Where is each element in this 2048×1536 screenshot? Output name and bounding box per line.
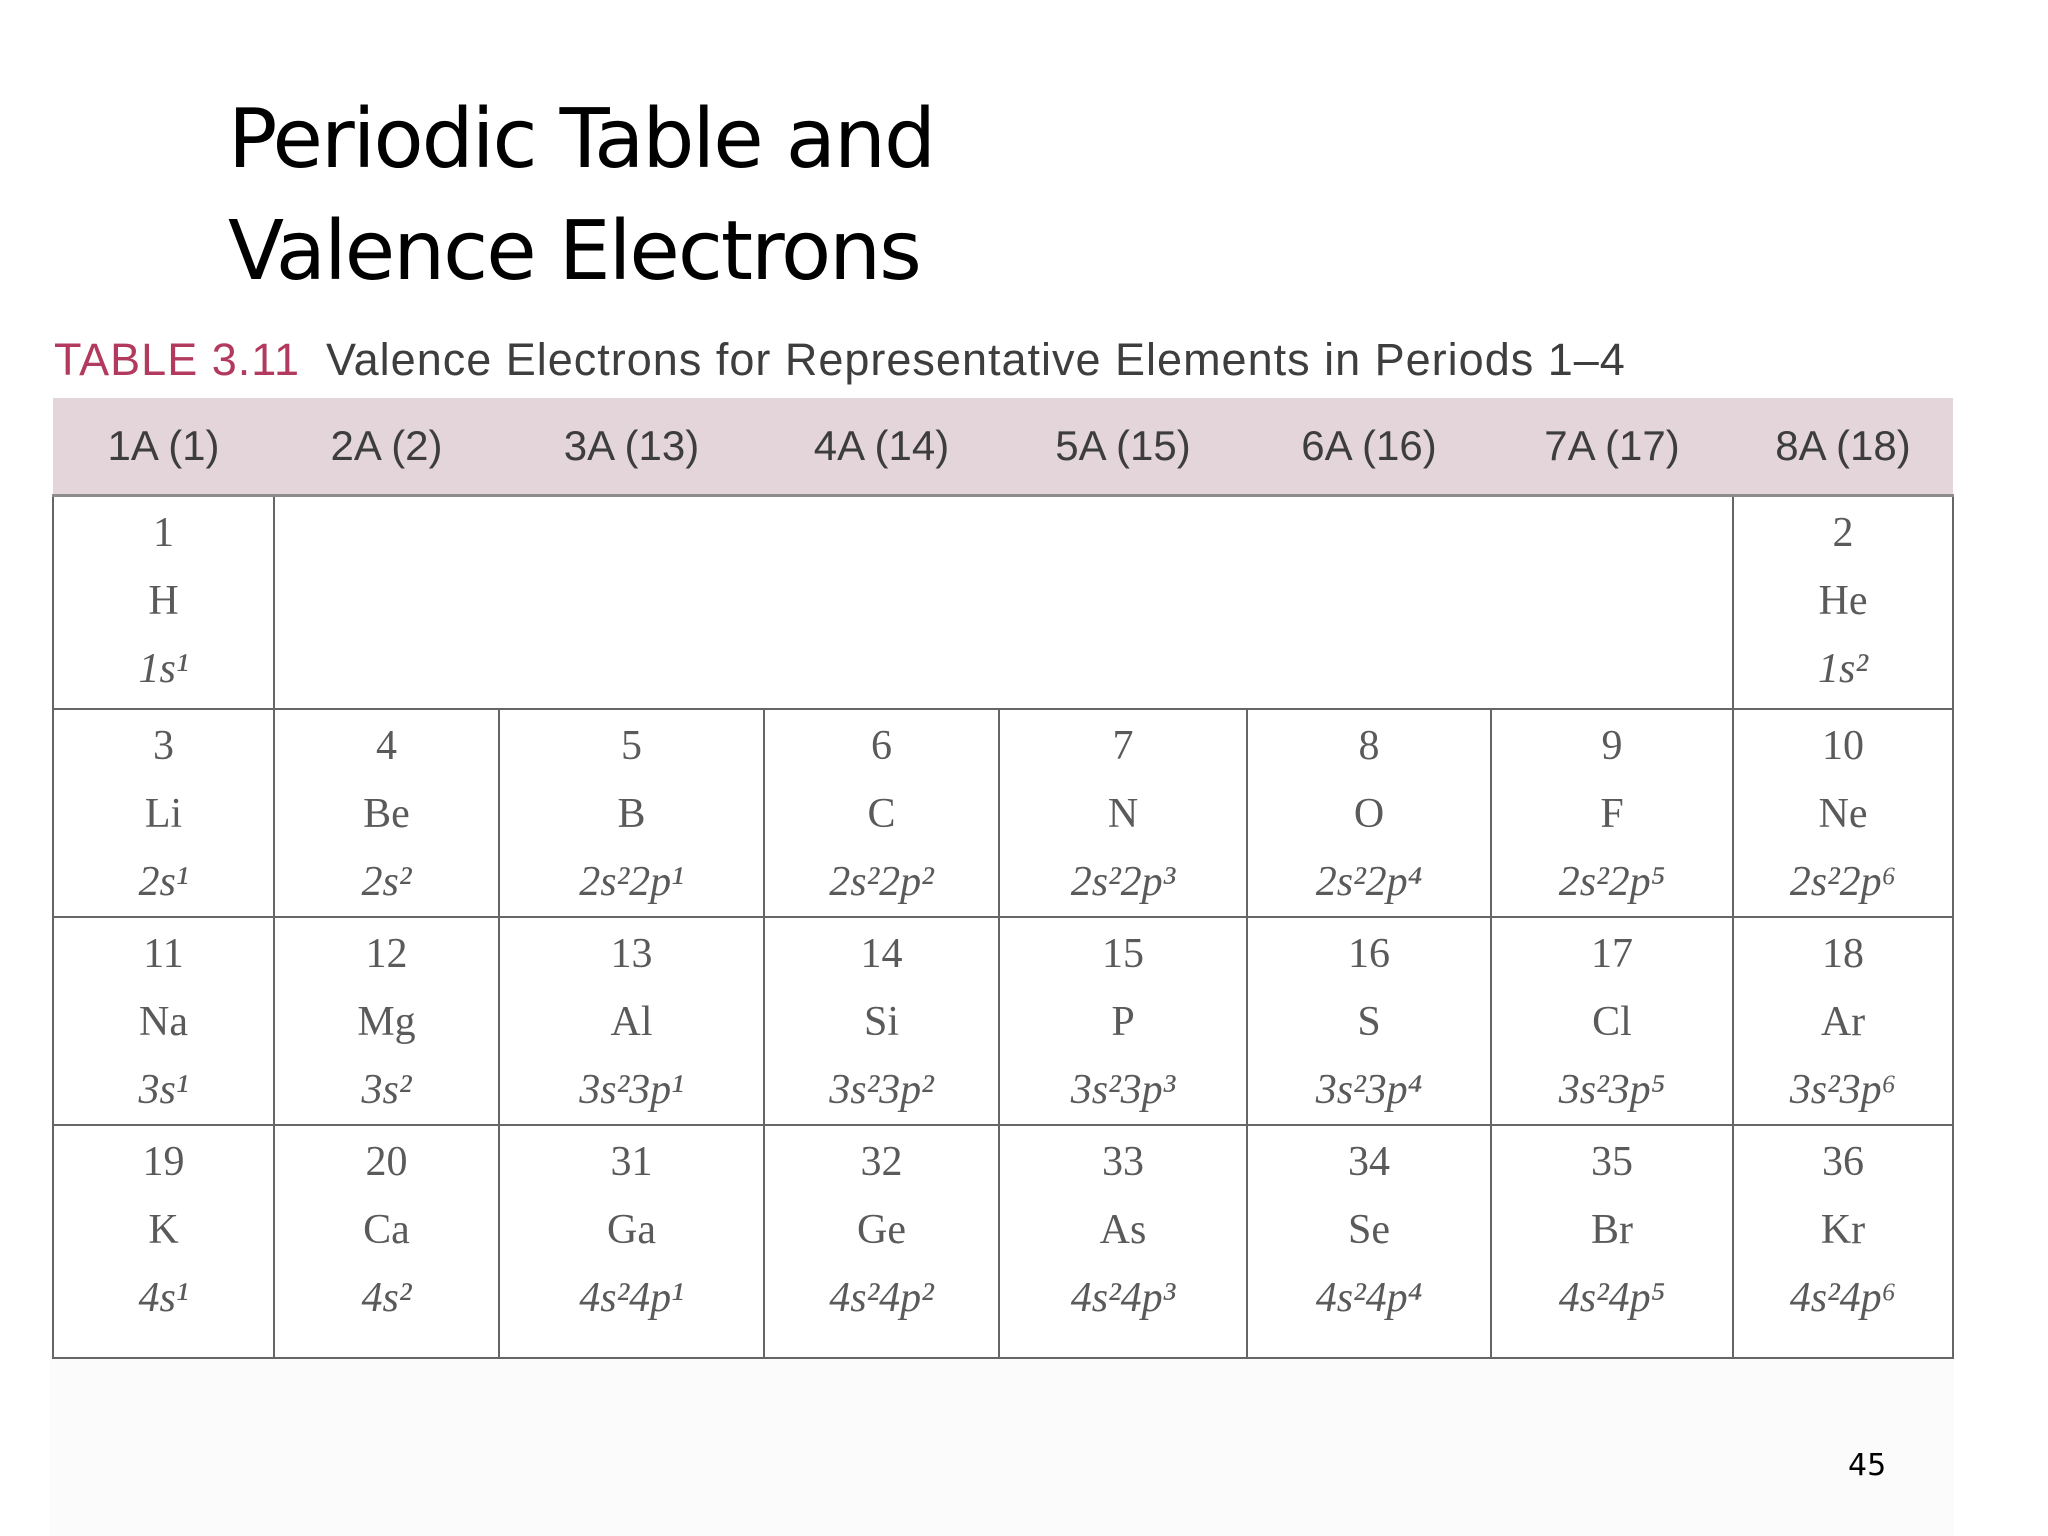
element-symbol: Ca <box>363 1207 410 1253</box>
table-row-period-4 <box>53 1125 1953 1358</box>
group-header: 4A (14) <box>764 398 999 496</box>
atomic-number: 8 <box>1358 723 1380 769</box>
element-symbol: Mg <box>357 999 416 1045</box>
element-symbol: C <box>867 791 896 837</box>
electron-configuration: 1s² <box>1818 646 1868 692</box>
atomic-number: 5 <box>621 723 642 769</box>
table-row-period-3 <box>53 917 1953 1125</box>
element-cell <box>1247 709 1491 917</box>
electron-configuration: 1s¹ <box>138 646 189 692</box>
element-symbol: Cl <box>1592 999 1632 1045</box>
atomic-number: 3 <box>153 723 174 769</box>
element-symbol: F <box>1600 791 1624 837</box>
electron-configuration: 2s² <box>361 859 412 905</box>
slide-title-line-1: Periodic Table and <box>228 92 935 187</box>
atomic-number: 16 <box>1348 931 1390 977</box>
group-header: 1A (1) <box>53 398 274 496</box>
atomic-number: 7 <box>1112 723 1134 769</box>
element-symbol: Ga <box>607 1207 656 1253</box>
element-cell <box>999 917 1247 1125</box>
electron-configuration: 3s²3p⁶ <box>1789 1067 1897 1113</box>
element-cell <box>1247 917 1491 1125</box>
electron-configuration: 4s¹ <box>138 1275 189 1321</box>
electron-configuration: 3s² <box>361 1067 412 1113</box>
element-cell <box>53 1125 274 1358</box>
electron-configuration: 4s²4p³ <box>1070 1275 1176 1321</box>
element-cell <box>999 1125 1247 1358</box>
element-cell <box>499 709 764 917</box>
atomic-number: 11 <box>143 931 184 977</box>
atomic-number: 12 <box>365 931 408 977</box>
element-symbol: P <box>1111 999 1135 1045</box>
valence-electrons-table <box>52 398 1954 1359</box>
atomic-number: 14 <box>860 931 903 977</box>
element-symbol: Kr <box>1820 1207 1866 1253</box>
element-cell <box>1491 917 1733 1125</box>
electron-configuration: 3s²3p¹ <box>579 1067 684 1113</box>
element-symbol: Li <box>144 791 183 837</box>
atomic-number: 15 <box>1102 931 1144 977</box>
electron-configuration: 4s² <box>361 1275 412 1321</box>
electron-configuration: 2s¹ <box>138 859 189 905</box>
element-cell <box>499 1125 764 1358</box>
empty-gap-cell <box>274 496 1733 710</box>
element-symbol: B <box>617 791 646 837</box>
element-cell <box>53 709 274 917</box>
element-symbol: O <box>1353 791 1385 837</box>
atomic-number: 13 <box>610 931 653 977</box>
element-symbol: Si <box>863 999 900 1045</box>
table-row-period-1 <box>53 496 1953 710</box>
group-header: 3A (13) <box>499 398 764 496</box>
electron-configuration: 2s²2p⁴ <box>1315 859 1423 905</box>
element-symbol: S <box>1357 999 1381 1045</box>
atomic-number: 20 <box>365 1139 408 1185</box>
element-symbol: H <box>148 578 179 624</box>
table-caption <box>54 334 1626 386</box>
group-header: 8A (18) <box>1733 398 1953 496</box>
element-cell <box>53 496 274 710</box>
atomic-number: 9 <box>1601 723 1623 769</box>
element-cell <box>999 709 1247 917</box>
table-caption-label: TABLE 3.11 <box>54 334 300 385</box>
page-number: 45 <box>1848 1448 1887 1483</box>
element-symbol: N <box>1107 791 1139 837</box>
element-cell <box>1491 1125 1733 1358</box>
element-cell <box>499 917 764 1125</box>
atomic-number: 31 <box>610 1139 653 1185</box>
atomic-number: 35 <box>1591 1139 1633 1185</box>
element-symbol: Se <box>1348 1207 1390 1253</box>
atomic-number: 6 <box>871 723 892 769</box>
electron-configuration: 4s²4p² <box>829 1275 934 1321</box>
element-cell <box>1733 496 1953 710</box>
atomic-number: 32 <box>860 1139 903 1185</box>
element-cell <box>1733 1125 1953 1358</box>
electron-configuration: 3s²3p² <box>829 1067 934 1113</box>
table-header-row <box>53 398 1953 496</box>
element-symbol: As <box>1099 1207 1147 1253</box>
group-header: 5A (15) <box>999 398 1247 496</box>
element-symbol: Ne <box>1818 791 1868 837</box>
figure-background <box>50 1356 1954 1536</box>
atomic-number: 1 <box>153 510 174 556</box>
atomic-number: 18 <box>1822 931 1864 977</box>
atomic-number: 19 <box>142 1139 185 1185</box>
table-caption-text: Valence Electrons for Representative Elements in Periods 1–4 <box>325 334 1626 385</box>
electron-configuration: 3s²3p⁴ <box>1315 1067 1423 1113</box>
atomic-number: 4 <box>376 723 397 769</box>
slide-title-line-2: Valence Electrons <box>228 204 920 299</box>
element-symbol: Ar <box>1820 999 1866 1045</box>
electron-configuration: 2s²2p⁶ <box>1789 859 1897 905</box>
group-header: 6A (16) <box>1247 398 1491 496</box>
group-header: 2A (2) <box>274 398 499 496</box>
electron-configuration: 3s²3p⁵ <box>1558 1067 1666 1113</box>
atomic-number: 36 <box>1822 1139 1864 1185</box>
table-row-period-2 <box>53 709 1953 917</box>
element-symbol: Al <box>610 999 653 1045</box>
element-cell <box>274 917 499 1125</box>
atomic-number: 17 <box>1591 931 1633 977</box>
atomic-number: 2 <box>1832 510 1854 556</box>
element-cell <box>764 709 999 917</box>
atomic-number: 33 <box>1102 1139 1144 1185</box>
element-cell <box>53 917 274 1125</box>
element-symbol: K <box>148 1207 179 1253</box>
element-cell <box>1247 1125 1491 1358</box>
slide-title <box>228 84 934 308</box>
element-cell <box>274 709 499 917</box>
electron-configuration: 4s²4p⁵ <box>1558 1275 1666 1321</box>
electron-configuration: 4s²4p⁶ <box>1789 1275 1897 1321</box>
electron-configuration: 2s²2p² <box>829 859 934 905</box>
electron-configuration: 4s²4p¹ <box>579 1275 684 1321</box>
electron-configuration: 3s²3p³ <box>1070 1067 1176 1113</box>
element-symbol: Be <box>363 791 410 837</box>
atomic-number: 10 <box>1822 723 1864 769</box>
element-cell <box>764 917 999 1125</box>
element-cell <box>764 1125 999 1358</box>
electron-configuration: 4s²4p⁴ <box>1315 1275 1423 1321</box>
element-symbol: Na <box>139 999 188 1045</box>
element-symbol: He <box>1818 578 1868 624</box>
electron-configuration: 2s²2p³ <box>1070 859 1176 905</box>
element-cell <box>1733 917 1953 1125</box>
atomic-number: 34 <box>1348 1139 1390 1185</box>
electron-configuration: 2s²2p⁵ <box>1558 859 1666 905</box>
electron-configuration: 3s¹ <box>138 1067 189 1113</box>
electron-configuration: 2s²2p¹ <box>579 859 684 905</box>
element-cell <box>274 1125 499 1358</box>
group-header: 7A (17) <box>1491 398 1733 496</box>
element-symbol: Br <box>1591 1207 1633 1253</box>
element-symbol: Ge <box>857 1207 906 1253</box>
element-cell <box>1491 709 1733 917</box>
element-cell <box>1733 709 1953 917</box>
